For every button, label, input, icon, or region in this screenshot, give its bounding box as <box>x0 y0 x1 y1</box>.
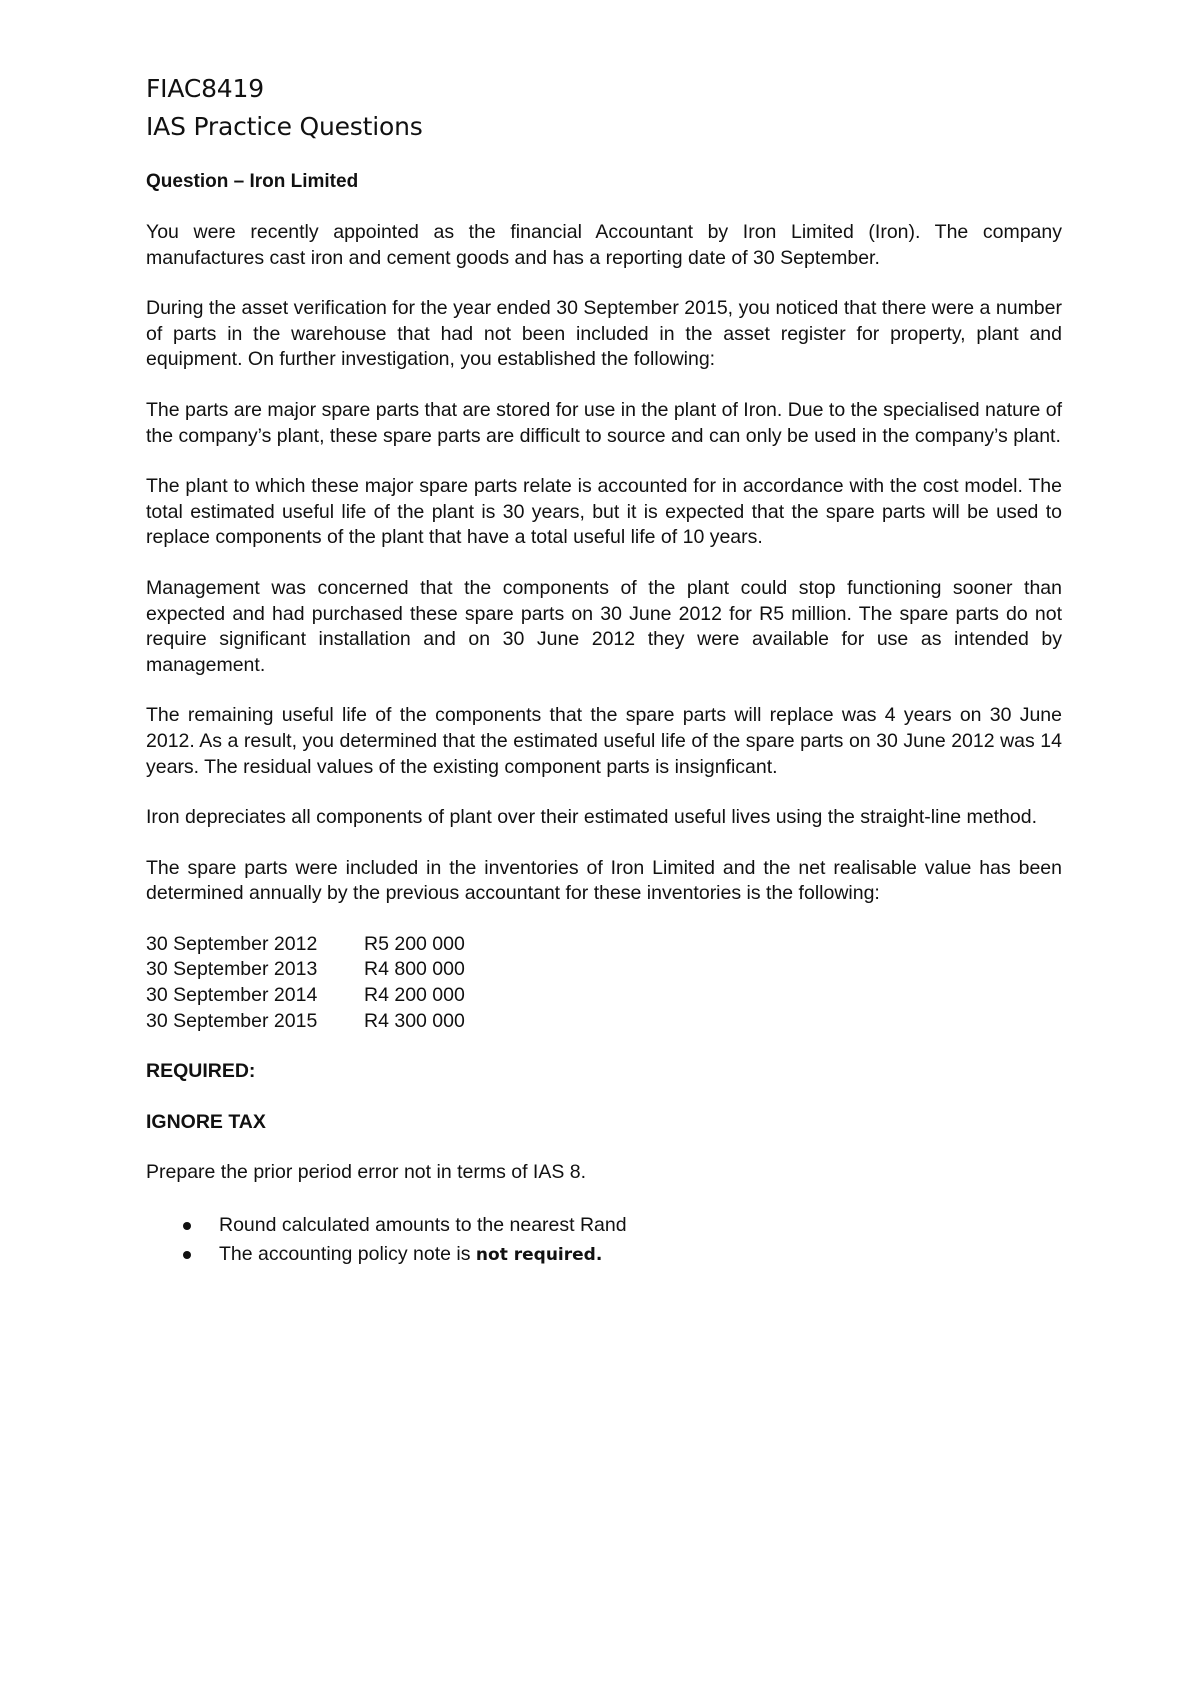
paragraph-3: The parts are major spare parts that are stored for use in the plant of Iron. Due to the specialised nature of the company’s plant, these spare parts are difficult to source and can only be used in the company’s plant. <box>146 398 1062 447</box>
paragraph-7: Iron depreciates all components of plant over their estimated useful lives using the straight-line method. <box>146 806 1037 829</box>
nrv-date: 30 September 2014 <box>146 984 318 1007</box>
ignore-tax-label: IGNORE TAX <box>146 1110 266 1133</box>
list-item-text: Round calculated amounts to the nearest Rand <box>219 1214 627 1237</box>
bullet-icon <box>183 1251 191 1259</box>
list-item-text: The accounting policy note is <box>219 1243 476 1266</box>
table-row <box>146 932 465 958</box>
nrv-table <box>146 932 465 1034</box>
paragraph-6: The remaining useful life of the components that the spare parts will replace was 4 years on 30 June 2012. As a result, you determined that the estimated useful life of the spare parts on 30 June 2012 was 14 years. The residual values of the existing component parts is insignficant. <box>146 704 1062 778</box>
document-subtitle: IAS Practice Questions <box>146 112 423 141</box>
required-instruction: Prepare the prior period error not in terms of IAS 8. <box>146 1161 587 1184</box>
list-item <box>146 1240 1062 1270</box>
nrv-date: 30 September 2013 <box>146 958 318 981</box>
nrv-date: 30 September 2015 <box>146 1009 318 1032</box>
paragraph-5: Management was concerned that the components of the plant could stop functioning sooner than expected and had purchased these spare parts on 30 June 2012 for R5 million. The spare parts do not require significant installation and on 30 June 2012 they were available for use as intended by management. <box>146 576 1062 676</box>
paragraph-2: During the asset verification for the year ended 30 September 2015, you noticed that there were a number of parts in the warehouse that had not been included in the asset register for property, plant and equipment. On further investigation, you established the following: <box>146 297 1062 371</box>
requirements-list <box>146 1211 1062 1270</box>
paragraph-1: You were recently appointed as the financial Accountant by Iron Limited (Iron). The company manufactures cast iron and cement goods and has a reporting date of 30 September. <box>146 221 1062 269</box>
paragraph-4: The plant to which these major spare parts relate is accounted for in accordance with the cost model. The total estimated useful life of the plant is 30 years, but it is expected that the spare parts will be used to replace components of the plant that have a total useful life of 10 years. <box>146 475 1062 549</box>
list-item <box>146 1211 1062 1240</box>
bullet-icon <box>183 1222 191 1230</box>
table-row <box>146 1009 465 1035</box>
nrv-amount: R4 300 000 <box>364 1009 465 1032</box>
question-title: Question – Iron Limited <box>146 171 359 192</box>
required-label: REQUIRED: <box>146 1060 256 1083</box>
document-page <box>146 70 1062 1270</box>
table-row <box>146 983 465 1009</box>
list-item-emphasis: not required. <box>475 1245 603 1266</box>
nrv-amount: R4 800 000 <box>364 958 465 981</box>
nrv-date: 30 September 2012 <box>146 932 318 955</box>
nrv-amount: R4 200 000 <box>364 984 465 1007</box>
table-row <box>146 957 465 983</box>
paragraph-8: The spare parts were included in the inventories of Iron Limited and the net realisable value has been determined annually by the previous accountant for these inventories is the following: <box>146 856 1062 905</box>
course-code: FIAC8419 <box>146 74 264 103</box>
nrv-amount: R5 200 000 <box>364 932 465 955</box>
